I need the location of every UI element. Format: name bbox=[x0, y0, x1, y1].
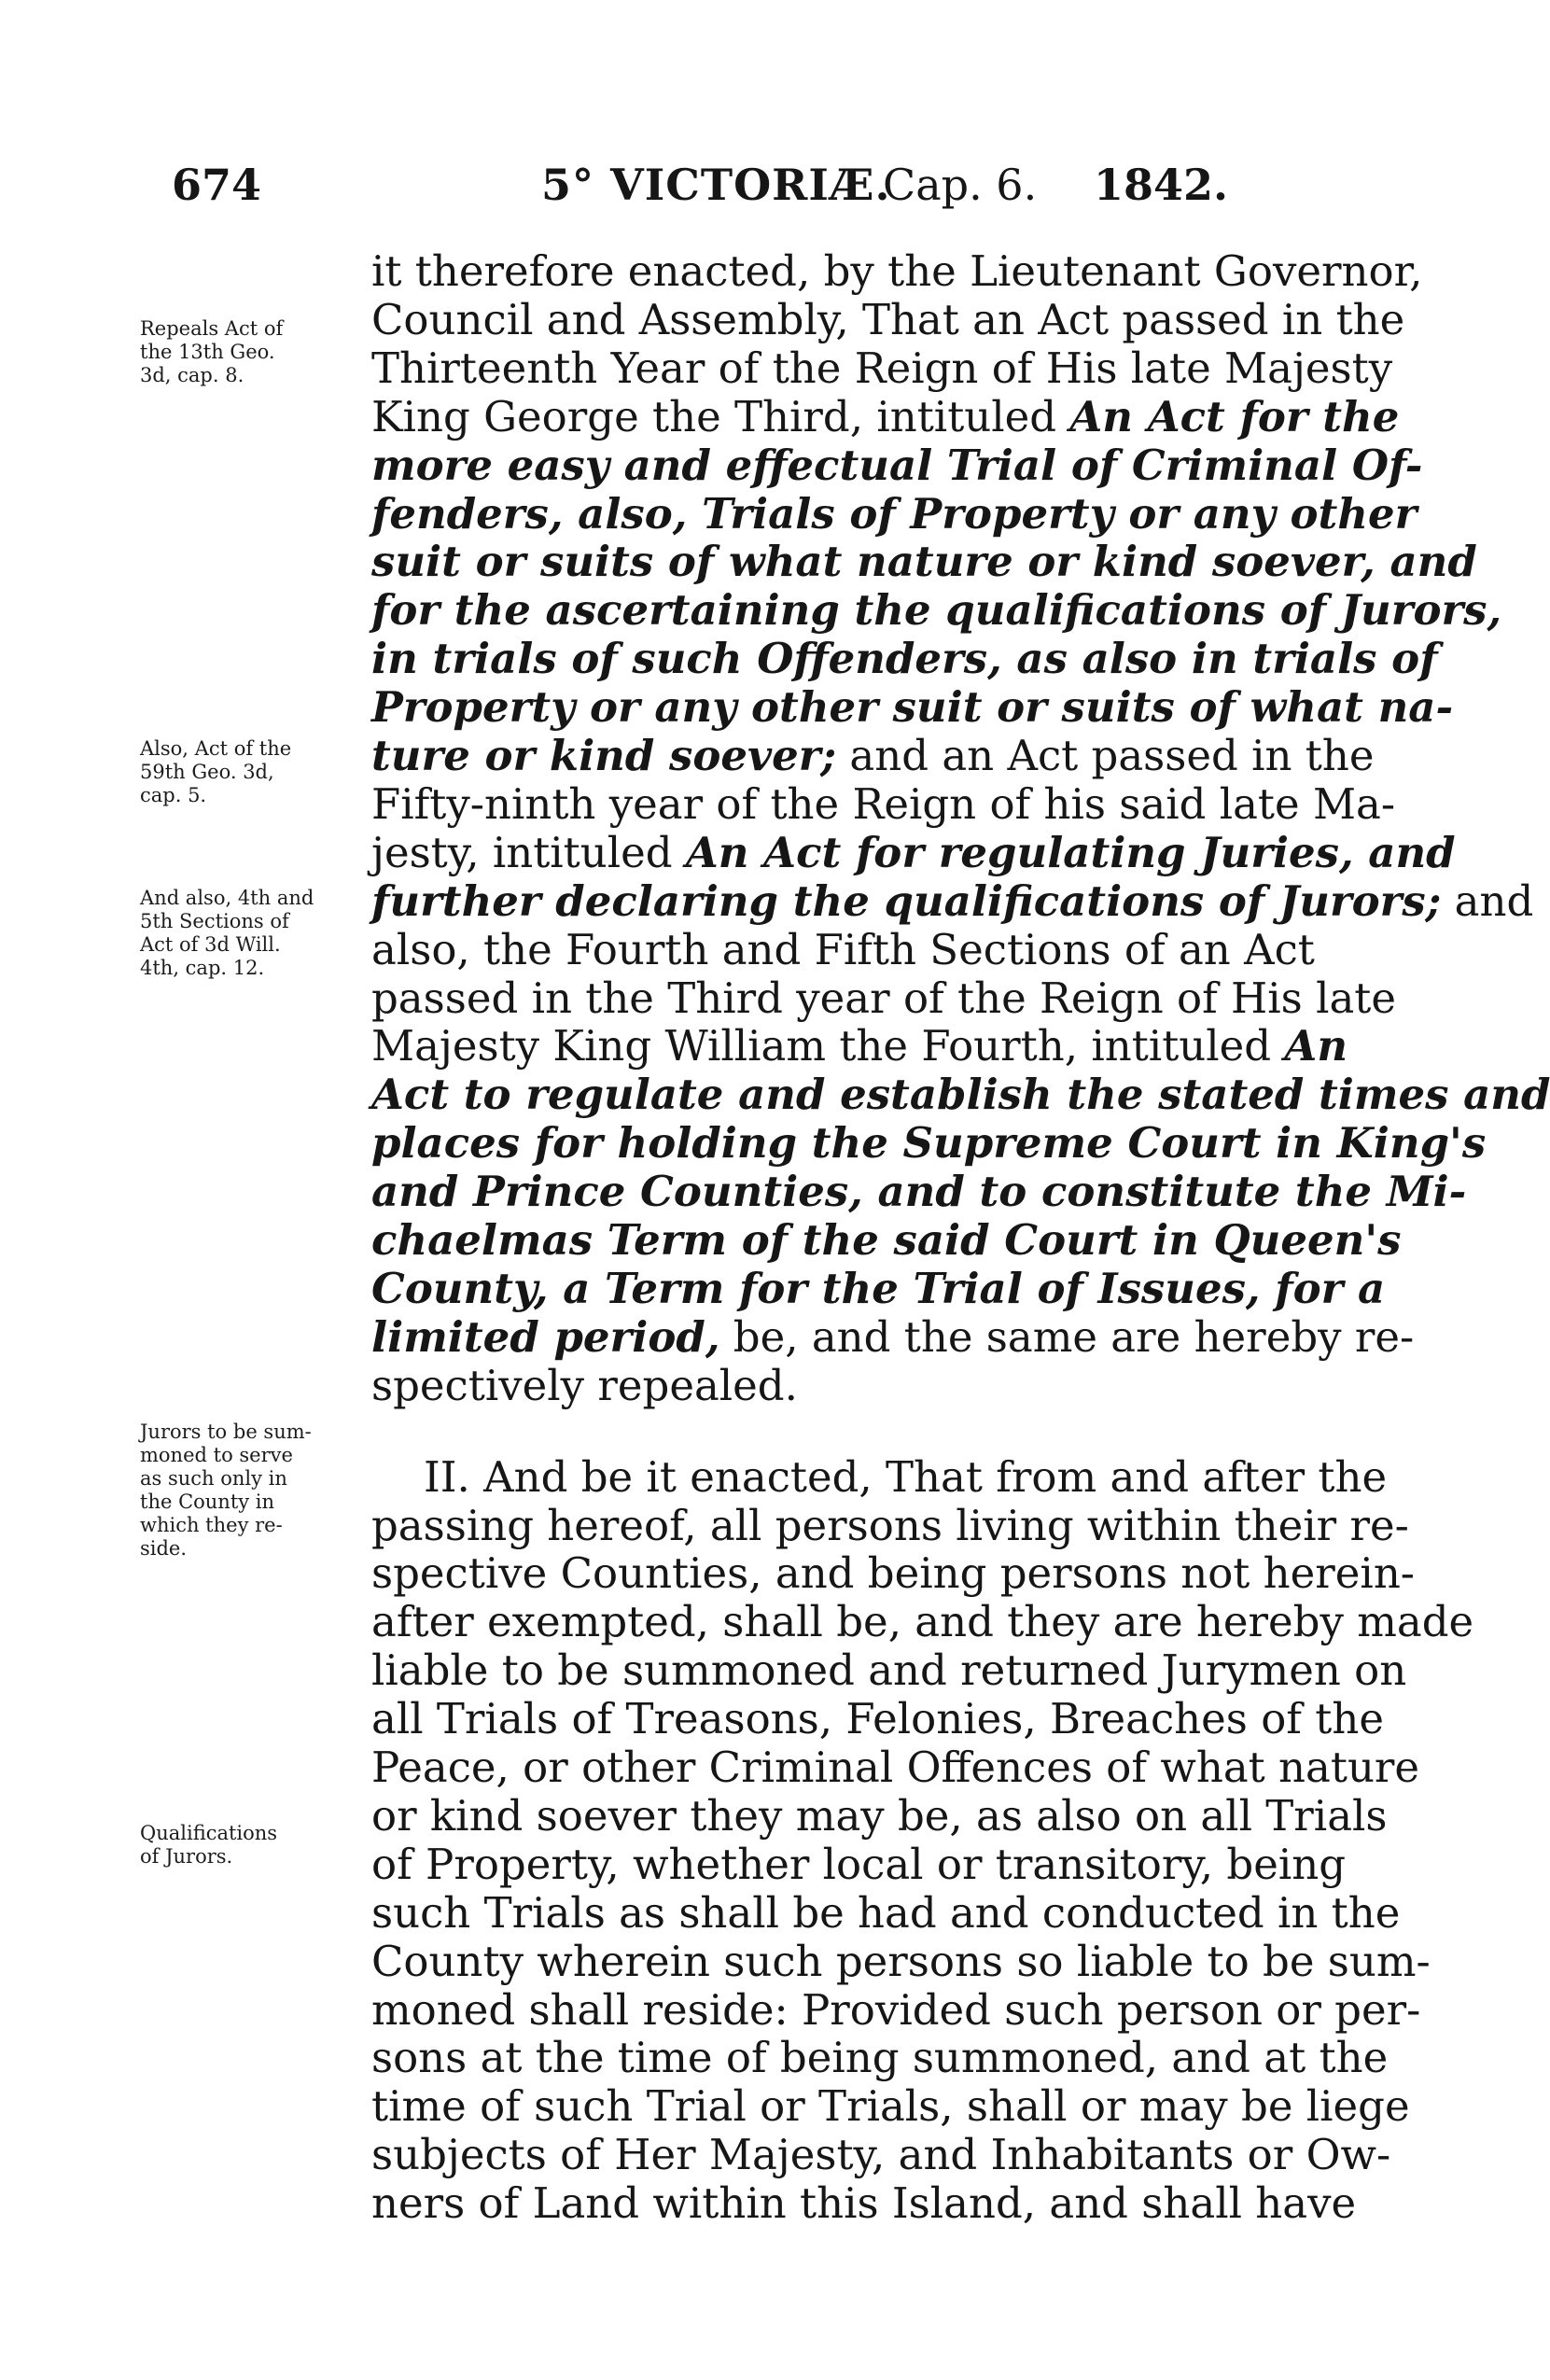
body-line bbox=[371, 875, 1534, 927]
margin-note-line: 4th, cap. 12. bbox=[140, 957, 265, 979]
body-line bbox=[371, 1887, 1401, 1939]
margin-note-line: Qualifications bbox=[140, 1822, 278, 1844]
roman-text: all Trials of Treasons, Felonies, Breaches of the bbox=[371, 1694, 1384, 1744]
roman-text: liable to be summoned and returned Jurymen on bbox=[371, 1645, 1407, 1696]
margin-note-qualifications bbox=[140, 1822, 364, 1869]
margin-note-sections bbox=[140, 887, 364, 980]
running-title: 5° VICTORIÆ. bbox=[541, 160, 891, 210]
body-line bbox=[371, 1645, 1407, 1696]
body-line bbox=[371, 827, 1456, 878]
italic-text: An Act for the bbox=[1069, 391, 1400, 441]
roman-text: subjects of Her Majesty, and Inhabitants or Ow- bbox=[371, 2130, 1391, 2180]
italic-text: more easy and effectual Trial of Criminal Of- bbox=[371, 440, 1423, 490]
roman-text: jesty, intituled bbox=[371, 827, 686, 877]
roman-text: passed in the Third year of the Reign of His late bbox=[371, 973, 1397, 1023]
body-line bbox=[371, 1984, 1421, 2036]
body-line bbox=[371, 1500, 1409, 1551]
margin-note-line: moned to serve bbox=[140, 1444, 293, 1466]
italic-text: chaelmas Term of the said Court in Queen's bbox=[371, 1215, 1402, 1265]
body-line bbox=[371, 1790, 1388, 1841]
margin-note-line: Act of 3d Will. bbox=[140, 933, 281, 956]
italic-text: for the ascertaining the qualifications of Jurors, bbox=[371, 585, 1502, 636]
body-line bbox=[371, 294, 1405, 345]
roman-text: Thirteenth Year of the Reign of His late Majesty bbox=[371, 343, 1393, 393]
body-line bbox=[371, 585, 1502, 636]
italic-text: suit or suits of what nature or kind soever, and bbox=[371, 537, 1477, 587]
body-line bbox=[371, 731, 1375, 781]
italic-text: An bbox=[1284, 1021, 1348, 1071]
body-line bbox=[371, 1839, 1347, 1890]
body-line bbox=[371, 1070, 1550, 1120]
italic-text: further declaring the qualifications of Jurors; bbox=[371, 875, 1442, 926]
body-line bbox=[371, 634, 1438, 684]
roman-text: such Trials as shall be had and conducted in the bbox=[371, 1887, 1401, 1938]
italic-text: Act to regulate and establish the stated times and bbox=[371, 1070, 1550, 1120]
italic-text: An Act for regulating Juries, and bbox=[685, 827, 1456, 877]
body-line bbox=[371, 1936, 1431, 1987]
chapter-number: Cap. 6. bbox=[883, 160, 1038, 210]
body-line bbox=[371, 2178, 1357, 2229]
margin-note-line: 59th Geo. 3d, bbox=[140, 761, 274, 783]
margin-note-line: Repeals Act of bbox=[140, 317, 284, 340]
margin-note-also-act bbox=[140, 737, 364, 807]
roman-text: sons at the time of being summoned, and at the bbox=[371, 2033, 1389, 2083]
body-line bbox=[371, 778, 1396, 830]
margin-note-line: Jurors to be sum- bbox=[140, 1421, 312, 1443]
body-line bbox=[371, 1451, 1388, 1503]
roman-text: spective Counties, and being persons not herein- bbox=[371, 1548, 1416, 1599]
italic-text: places for holding the Supreme Court in King's bbox=[371, 1118, 1487, 1169]
body-line bbox=[371, 1597, 1474, 1647]
running-header bbox=[0, 159, 1394, 215]
roman-text: passing hereof, all persons living within their re- bbox=[371, 1500, 1409, 1550]
body-line bbox=[371, 1694, 1384, 1744]
body-line bbox=[371, 924, 1315, 975]
body-line bbox=[371, 537, 1477, 587]
margin-note-line: cap. 5. bbox=[140, 784, 207, 806]
roman-text: Fifty-ninth year of the Reign of his said late Ma- bbox=[371, 778, 1396, 829]
roman-text: County wherein such persons so liable to be sum- bbox=[371, 1936, 1431, 1986]
roman-text: Council and Assembly, That an Act passed in the bbox=[371, 294, 1405, 344]
roman-text: it therefore enacted, by the Lieutenant Governor, bbox=[371, 246, 1423, 296]
margin-note-line: 5th Sections of bbox=[140, 910, 289, 932]
body-line bbox=[371, 343, 1393, 394]
margin-note-line: 3d, cap. 8. bbox=[140, 364, 244, 386]
italic-text: in trials of such Offenders, as also in trials of bbox=[371, 634, 1438, 684]
roman-text: time of such Trial or Trials, shall or may be liege bbox=[371, 2081, 1410, 2132]
italic-text: County, a Term for the Trial of Issues, for a bbox=[371, 1263, 1386, 1313]
italic-text: fenders, also, Trials of Property or any other bbox=[371, 488, 1417, 539]
body-line bbox=[371, 1118, 1487, 1169]
roman-text: also, the Fourth and Fifth Sections of an Act bbox=[371, 924, 1315, 974]
roman-text: or kind soever they may be, as also on all Trials bbox=[371, 1790, 1388, 1841]
body-line bbox=[371, 1167, 1467, 1217]
header-year: 1842. bbox=[1094, 160, 1229, 210]
page-number: 674 bbox=[172, 160, 262, 210]
italic-text: ture or kind soever; bbox=[371, 731, 837, 780]
body-line bbox=[371, 488, 1417, 539]
body-line bbox=[371, 1743, 1420, 1793]
roman-text: spectively repealed. bbox=[371, 1360, 798, 1410]
italic-text: limited period, bbox=[371, 1311, 720, 1362]
roman-text: be, and the same are hereby re- bbox=[719, 1311, 1415, 1362]
roman-text: Peace, or other Criminal Offences of what nature bbox=[371, 1743, 1420, 1792]
body-line bbox=[371, 682, 1454, 733]
margin-note-line: the 13th Geo. bbox=[140, 341, 275, 363]
margin-note-line: side. bbox=[140, 1537, 188, 1560]
roman-text: King George the Third, intituled bbox=[371, 391, 1070, 441]
margin-note-line: which they re- bbox=[140, 1514, 283, 1536]
margin-note-jurors-summoned bbox=[140, 1421, 364, 1561]
roman-text: II. And be it enacted, That from and after the bbox=[424, 1451, 1388, 1502]
body-line bbox=[371, 440, 1423, 491]
body-line bbox=[371, 2130, 1391, 2180]
body-line bbox=[371, 391, 1400, 442]
body-line bbox=[371, 973, 1397, 1024]
body-line bbox=[371, 2081, 1410, 2132]
roman-text: Majesty King William the Fourth, intituled bbox=[371, 1021, 1285, 1071]
margin-note-line: of Jurors. bbox=[140, 1845, 233, 1868]
margin-note-repeals bbox=[140, 317, 364, 387]
margin-note-line: And also, 4th and bbox=[140, 887, 314, 909]
body-line bbox=[371, 1263, 1386, 1314]
body-line bbox=[371, 1361, 1211, 1411]
margin-note-line: the County in bbox=[140, 1491, 275, 1513]
margin-note-line: Also, Act of the bbox=[140, 737, 292, 760]
body-line bbox=[371, 2033, 1389, 2083]
body-line bbox=[371, 246, 1423, 297]
roman-text: ners of Land within this Island, and shall have bbox=[371, 2178, 1357, 2229]
italic-text: Property or any other suit or suits of what na- bbox=[371, 682, 1454, 733]
body-line bbox=[371, 1215, 1402, 1266]
roman-text: and an Act passed in the bbox=[836, 731, 1375, 780]
roman-text: after exempted, shall be, and they are hereby made bbox=[371, 1597, 1474, 1647]
roman-text: and bbox=[1441, 875, 1534, 926]
italic-text: and Prince Counties, and to constitute the Mi- bbox=[371, 1167, 1467, 1217]
roman-text: moned shall reside: Provided such person or per- bbox=[371, 1984, 1421, 2035]
roman-text: of Property, whether local or transitory, being bbox=[371, 1839, 1347, 1889]
margin-note-line: as such only in bbox=[140, 1467, 287, 1490]
body-line bbox=[371, 1311, 1415, 1363]
body-line bbox=[371, 1021, 1348, 1071]
body-line bbox=[371, 1548, 1416, 1599]
